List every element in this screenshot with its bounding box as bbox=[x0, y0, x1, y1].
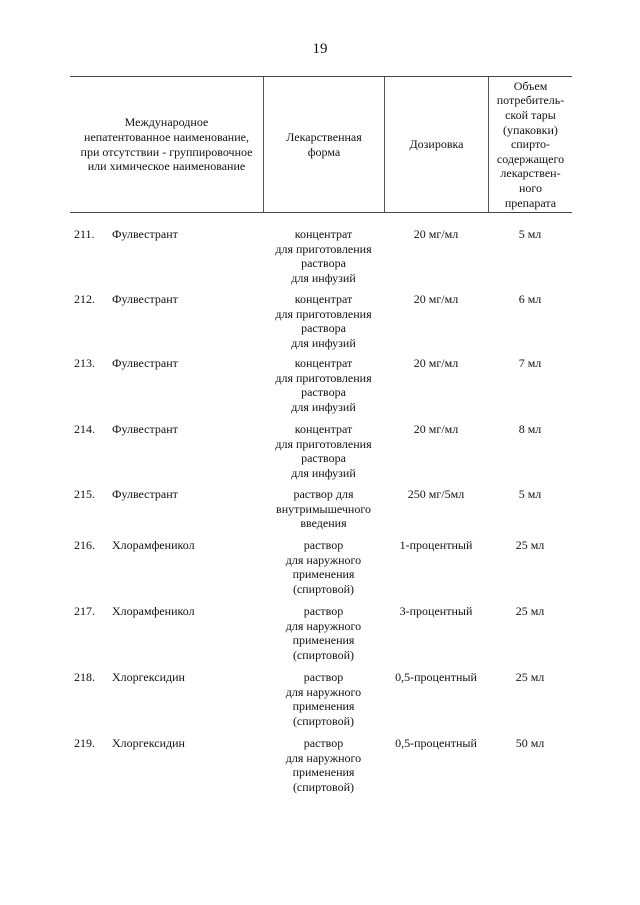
table-row bbox=[70, 538, 572, 604]
row-dose: 250 мг/5мл bbox=[407, 487, 465, 501]
row-number: 218. bbox=[74, 670, 95, 684]
row-name: Хлоргексидин bbox=[112, 670, 185, 684]
row-volume: 50 мл bbox=[515, 736, 545, 750]
row-dose: 1-процентный bbox=[399, 538, 473, 552]
table-row bbox=[70, 227, 572, 292]
row-dose: 20 мг/мл bbox=[413, 227, 459, 241]
row-form: концентрат для приготовления раствора для инфузий bbox=[275, 292, 372, 350]
table-row bbox=[70, 422, 572, 487]
table-row bbox=[70, 736, 572, 802]
row-form: раствор для наружного применения (спиртовой) bbox=[285, 604, 362, 662]
row-name: Фулвестрант bbox=[112, 356, 178, 370]
row-dose: 20 мг/мл bbox=[413, 356, 459, 370]
row-number: 217. bbox=[74, 604, 95, 618]
header-dose: Дозировка bbox=[384, 77, 488, 212]
row-volume: 7 мл bbox=[518, 356, 542, 370]
row-form: раствор для внутримышечного введения bbox=[276, 487, 371, 531]
table-header bbox=[70, 76, 572, 213]
row-number: 212. bbox=[74, 292, 95, 306]
row-number: 219. bbox=[74, 736, 95, 750]
row-number: 211. bbox=[74, 227, 95, 241]
row-form: концентрат для приготовления раствора для инфузий bbox=[275, 422, 372, 480]
header-name: Международное непатентованное наименование, при отсутствии - группировочное или химическое наименование bbox=[80, 115, 253, 174]
row-dose: 0,5-процентный bbox=[395, 736, 477, 750]
row-name: Хлорамфеникол bbox=[112, 538, 195, 552]
row-dose: 0,5-процентный bbox=[395, 670, 477, 684]
row-volume: 25 мл bbox=[515, 670, 545, 684]
table-row bbox=[70, 292, 572, 356]
row-volume: 5 мл bbox=[518, 227, 542, 241]
row-volume: 5 мл bbox=[518, 487, 542, 501]
row-name: Хлоргексидин bbox=[112, 736, 185, 750]
row-number: 213. bbox=[74, 356, 95, 370]
row-form: раствор для наружного применения (спиртовой) bbox=[285, 538, 362, 596]
row-name: Фулвестрант bbox=[112, 292, 178, 306]
table-row bbox=[70, 487, 572, 538]
row-form: концентрат для приготовления раствора для инфузий bbox=[275, 356, 372, 414]
row-dose: 3-процентный bbox=[399, 604, 473, 618]
row-dose: 20 мг/мл bbox=[413, 292, 459, 306]
row-volume: 6 мл bbox=[518, 292, 542, 306]
row-number: 215. bbox=[74, 487, 95, 501]
row-form: раствор для наружного применения (спиртовой) bbox=[285, 670, 362, 728]
row-volume: 25 мл bbox=[515, 604, 545, 618]
row-form: раствор для наружного применения (спиртовой) bbox=[285, 736, 362, 794]
row-volume: 25 мл bbox=[515, 538, 545, 552]
row-dose: 20 мг/мл bbox=[413, 422, 459, 436]
table-row bbox=[70, 670, 572, 736]
table-row bbox=[70, 356, 572, 422]
page-number: 19 bbox=[312, 41, 328, 57]
row-name: Хлорамфеникол bbox=[112, 604, 195, 618]
table-body bbox=[70, 227, 572, 802]
row-number: 216. bbox=[74, 538, 95, 552]
header-volume: Объем потребитель- ской тары (упаковки) спирто- содержащего лекарствен- ного препарата bbox=[488, 77, 572, 212]
row-name: Фулвестрант bbox=[112, 422, 178, 436]
header-form: Лекарственная форма bbox=[263, 77, 384, 212]
row-form: концентрат для приготовления раствора для инфузий bbox=[275, 227, 372, 285]
table-row bbox=[70, 604, 572, 670]
row-name: Фулвестрант bbox=[112, 487, 178, 501]
row-number: 214. bbox=[74, 422, 95, 436]
row-volume: 8 мл bbox=[518, 422, 542, 436]
row-name: Фулвестрант bbox=[112, 227, 178, 241]
